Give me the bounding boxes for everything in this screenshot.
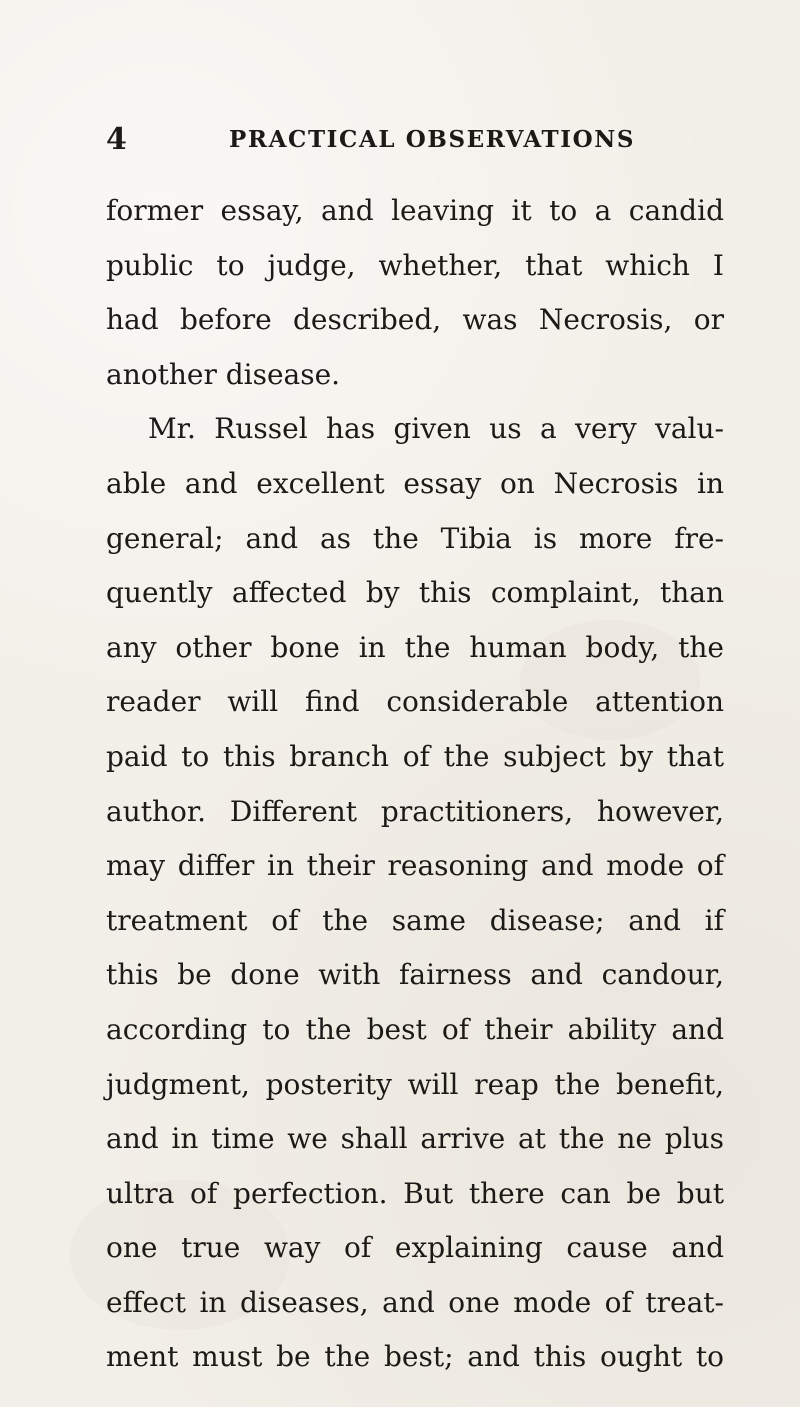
- text-line: reader will find considerable attention: [106, 685, 724, 719]
- running-head: PRACTICAL OBSERVATIONS: [229, 126, 636, 153]
- page-header: [106, 118, 666, 162]
- text-line: quently affected by this complaint, than: [106, 576, 724, 610]
- text-line: another disease.: [106, 357, 341, 391]
- text-line: treatment of the same disease; and if: [106, 903, 724, 937]
- text-line: ultra of perfection. But there can be but: [106, 1176, 724, 1210]
- text-line: effect in diseases, and one mode of treat-: [106, 1285, 724, 1319]
- paragraph-first-line: Mr. Russel has given us a very valu-: [148, 412, 724, 446]
- text-line: this be done with fairness and candour,: [106, 958, 724, 992]
- text-line: former essay, and leaving it to a candid: [106, 194, 724, 227]
- text-line: judgment, posterity will reap the benefit,: [106, 1067, 724, 1101]
- body-text: [106, 184, 724, 1385]
- text-line: according to the best of their ability and: [106, 1012, 724, 1046]
- text-line: may differ in their reasoning and mode of: [106, 849, 724, 883]
- text-line: public to judge, whether, that which I: [106, 248, 724, 282]
- text-line: author. Different practitioners, however,: [106, 794, 724, 828]
- text-line: and in time we shall arrive at the ne plus: [106, 1122, 724, 1156]
- page-number: 4: [106, 122, 127, 157]
- text-line: able and excellent essay on Necrosis in: [106, 466, 724, 500]
- text-line: paid to this branch of the subject by that: [106, 739, 724, 773]
- text-line: one true way of explaining cause and: [106, 1231, 724, 1265]
- text-line: any other bone in the human body, the: [106, 630, 724, 664]
- text-line: general; and as the Tibia is more fre-: [106, 521, 724, 555]
- text-line: ment must be the best; and this ought to: [106, 1340, 724, 1374]
- text-line: had before described, was Necrosis, or: [106, 303, 724, 337]
